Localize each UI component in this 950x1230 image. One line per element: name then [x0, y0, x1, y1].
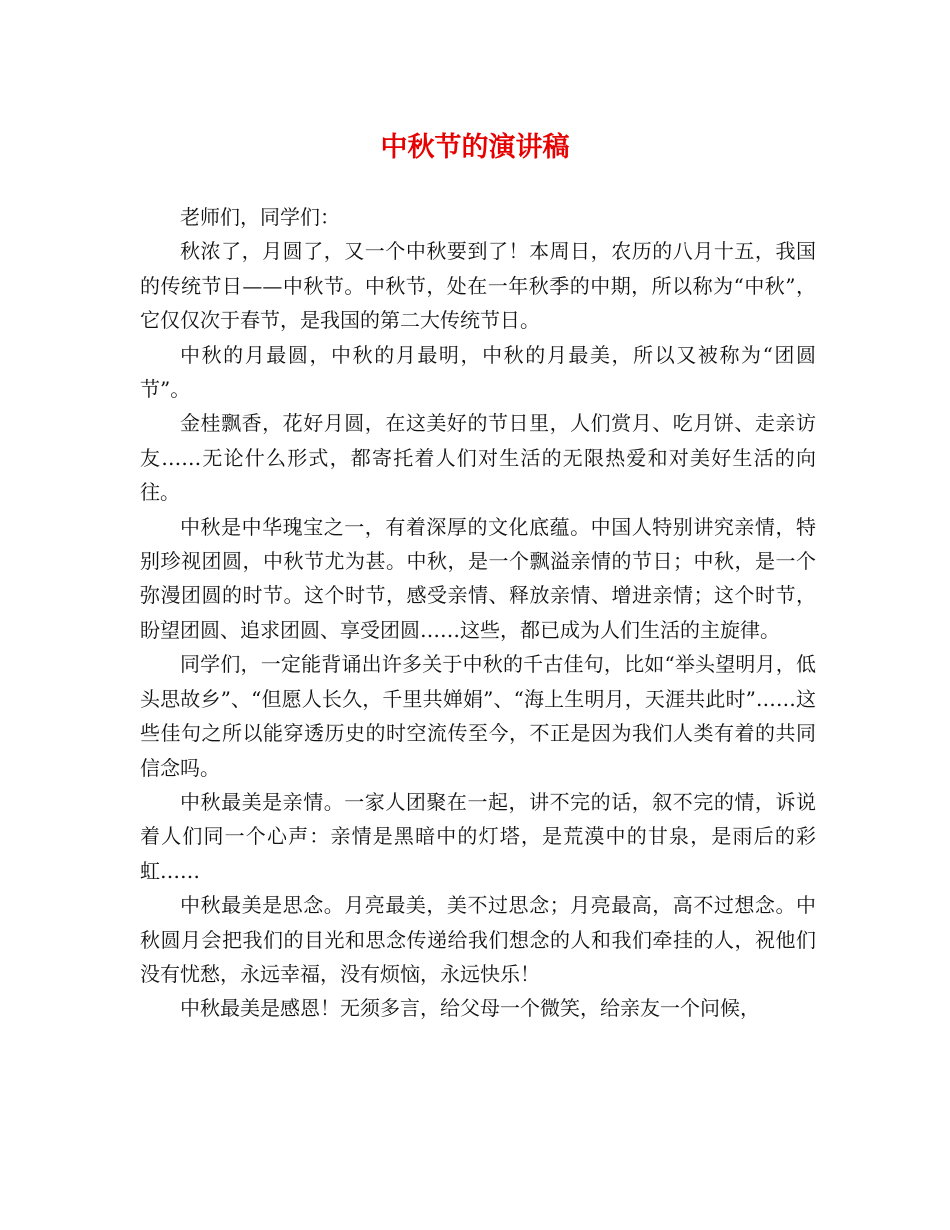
paragraph: 秋浓了，月圆了，又一个中秋要到了！本周日，农历的八月十五，我国的传统节日——中秋节。中秋节，处在一年秋季的中期，所以称为“中秋”，它仅仅次于春节，是我国的第二大传统节日。: [140, 239, 816, 333]
paragraph: 中秋是中华瑰宝之一，有着深厚的文化底蕴。中国人特别讲究亲情，特别珍视团圆，中秋节尤为甚。中秋，是一个飘溢亲情的节日；中秋，是一个弥漫团圆的时节。这个时节，感受亲情、释放亲情、增进亲情；这个时节，盼望团圆、追求团圆、享受团圆……这些，都已成为人们生活的主旋律。: [140, 514, 816, 642]
paragraph: 中秋的月最圆，中秋的月最明，中秋的月最美，所以又被称为“团圆节”。: [140, 342, 816, 402]
paragraph: 中秋最美是感恩！无须多言，给父母一个微笑，给亲友一个问候，: [180, 996, 760, 1021]
paragraph: 金桂飘香，花好月圆，在这美好的节日里，人们赏月、吃月饼、走亲访友……无论什么形式，都寄托着人们对生活的无限热爱和对美好生活的向往。: [140, 411, 816, 505]
paragraph: 同学们，一定能背诵出许多关于中秋的千古佳句，比如“举头望明月，低头思故乡”、“但愿人长久，千里共婵娟”、“海上生明月，天涯共此时”……这些佳句之所以能穿透历史的时空流传至今，不正是因为我们人类有着的共同信念吗。: [140, 652, 816, 780]
document-body: [140, 200, 816, 1026]
document-title: 中秋节的演讲稿: [380, 132, 570, 163]
paragraph: 中秋最美是思念。月亮最美，美不过思念；月亮最高，高不过想念。中秋圆月会把我们的目光和思念传递给我们想念的人和我们牵挂的人，祝他们没有忧愁，永远幸福，没有烦恼，永远快乐！: [140, 893, 816, 986]
paragraph-greeting: 老师们，同学们：: [180, 205, 340, 229]
paragraph: 中秋最美是亲情。一家人团聚在一起，讲不完的话，叙不完的情，诉说着人们同一个心声：亲情是黑暗中的灯塔，是荒漠中的甘泉，是雨后的彩虹……: [140, 789, 816, 883]
